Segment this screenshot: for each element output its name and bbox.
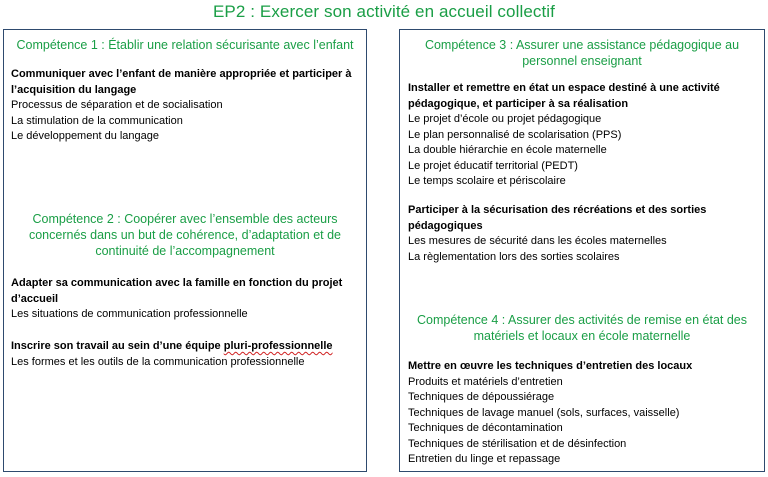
list-item: Les situations de communication professionnelle: [11, 308, 248, 320]
c3-s2-heading-line-1: Participer à la sécurisation des récréations et des sorties: [408, 204, 707, 216]
c3-title-line-1: Compétence 3 : Assurer une assistance pédagogique au: [424, 38, 740, 52]
c3-title-line-2: personnel enseignant: [522, 54, 642, 68]
list-item: La règlementation lors des sorties scolaires: [408, 250, 620, 263]
competence-2-title: [5, 211, 365, 259]
competence-1-content: [11, 67, 363, 145]
spellcheck-word: pluri-professionnelle: [223, 340, 333, 352]
list-item: La stimulation de la communication: [11, 114, 183, 127]
list-item: Techniques de stérilisation et de désinfection: [408, 437, 627, 450]
c2-s2-heading: [11, 339, 363, 355]
competence-2-section-1: [11, 276, 363, 323]
competence-2-section-2: [11, 339, 363, 370]
page-title: EP2 : Exercer son activité en accueil collectif: [212, 2, 556, 21]
c4-title-line-1: Compétence 4 : Assurer des activités de remise en état des: [416, 313, 748, 327]
c2-s2-heading-text: Inscrire son travail au sein d’une équipe: [11, 340, 224, 352]
competence-3-section-2: [408, 203, 760, 265]
c3-s1-heading-line-2: pédagogique, et participer à sa réalisation: [408, 97, 629, 110]
list-item: Le développement du langage: [11, 130, 160, 142]
list-item: Le projet d’école ou projet pédagogique: [408, 113, 602, 125]
competence-1-title: Compétence 1 : Établir une relation sécurisante avec l’enfant: [16, 38, 354, 52]
c1-heading-line-2: l’acquisition du langage: [11, 83, 137, 96]
competence-4-title: [401, 312, 763, 344]
list-item: Techniques de décontamination: [408, 422, 563, 434]
list-item: Techniques de dépoussiérage: [408, 391, 555, 403]
c2-s1-heading-line-2: d’accueil: [11, 292, 59, 305]
c4-title-line-2: matériels et locaux en école maternelle: [473, 329, 691, 343]
c3-s1-heading-line-1: Installer et remettre en état un espace destiné à une activité: [408, 82, 720, 94]
c4-heading: Mettre en œuvre les techniques d’entretien des locaux: [408, 360, 693, 372]
c2-s1-heading-line-1: Adapter sa communication avec la famille en fonction du projet: [11, 277, 343, 289]
c2-title-line-1: Compétence 2 : Coopérer avec l’ensemble des acteurs: [32, 212, 338, 226]
list-item: Le temps scolaire et périscolaire: [408, 175, 566, 187]
list-item: Le projet éducatif territorial (PEDT): [408, 159, 578, 172]
competence-4-content: [408, 359, 760, 468]
list-item: Les mesures de sécurité dans les écoles maternelles: [408, 235, 667, 247]
c2-title-line-3: continuité de l’accompagnement: [95, 244, 275, 258]
list-item: Le plan personnalisé de scolarisation (PPS): [408, 128, 622, 141]
list-item: Techniques de lavage manuel (sols, surfaces, vaisselle): [408, 406, 680, 419]
list-item: Les formes et les outils de la communication professionnelle: [11, 355, 305, 368]
list-item: Produits et matériels d’entretien: [408, 375, 563, 388]
competence-3-title: [401, 37, 763, 69]
c3-s2-heading-line-2: pédagogiques: [408, 219, 483, 232]
list-item: La double hiérarchie en école maternelle: [408, 144, 607, 156]
list-item: Processus de séparation et de socialisation: [11, 99, 223, 111]
c1-heading-line-1: Communiquer avec l’enfant de manière appropriée et participer à: [11, 68, 352, 80]
c2-title-line-2: concernés dans un but de cohérence, d’adaptation et de: [28, 228, 342, 242]
list-item: Entretien du linge et repassage: [408, 453, 561, 465]
competence-3-section-1: [408, 81, 760, 190]
